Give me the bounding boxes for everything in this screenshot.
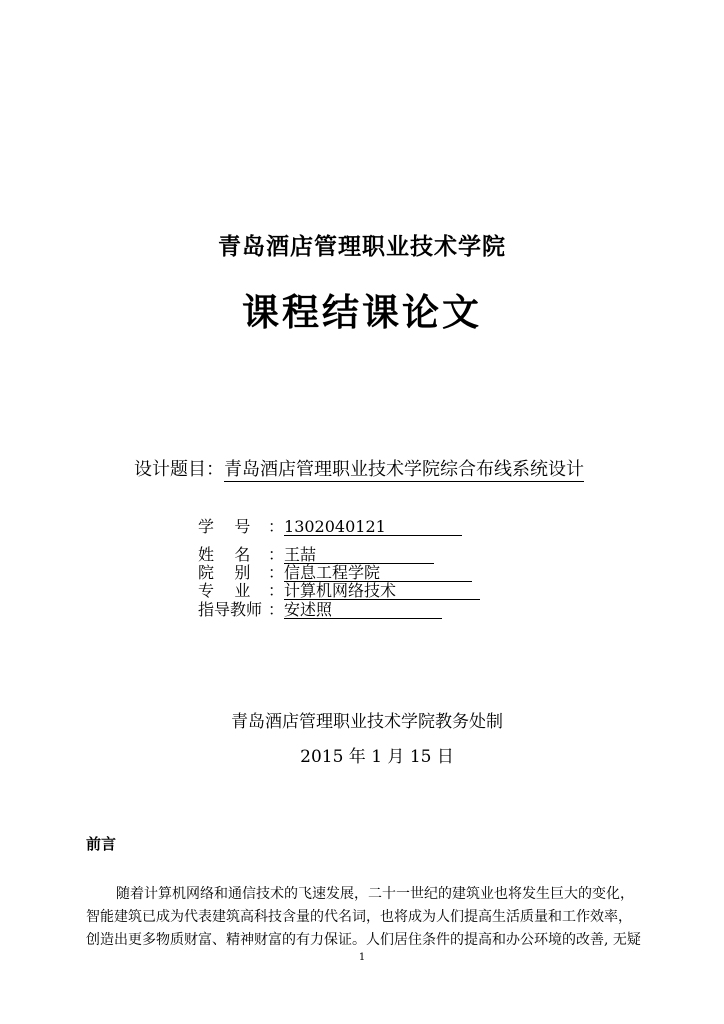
field-student-id bbox=[198, 518, 462, 536]
field-value: 计算机网络技术 bbox=[284, 582, 480, 600]
field-department bbox=[198, 564, 472, 582]
field-colon: ： bbox=[268, 600, 285, 619]
issue-date: 2015 年 1 月 15 日 bbox=[300, 747, 454, 767]
field-colon: ： bbox=[268, 581, 285, 600]
design-topic-value: 青岛酒店管理职业技术学院综合布线系统设计 bbox=[224, 459, 584, 480]
field-colon: ： bbox=[268, 545, 285, 564]
field-colon: ： bbox=[268, 563, 285, 582]
field-value: 安述照 bbox=[284, 601, 442, 619]
field-major bbox=[198, 582, 480, 600]
issuing-office: 青岛酒店管理职业技术学院教务处制 bbox=[231, 712, 503, 732]
field-label: 院 别 bbox=[198, 563, 251, 582]
design-topic-label: 设计题目： bbox=[134, 459, 224, 480]
field-value: 1302040121 bbox=[284, 518, 462, 536]
paragraph-line: 智能建筑已成为代表建筑高科技含量的代名词，也将成为人们提高生活质量和工作效率， bbox=[86, 909, 632, 925]
paragraph-line: 创造出更多物质财富、精神财富的有力保证。人们居住条件的提高和办公环境的改善, 无疑 bbox=[86, 932, 641, 948]
field-label: 指导教师 bbox=[198, 600, 263, 619]
paragraph-line: 随着计算机网络和通信技术的飞速发展，二十一世纪的建筑业也将发生巨大的变化， bbox=[116, 886, 634, 902]
field-label: 学 号 bbox=[198, 517, 251, 536]
design-topic bbox=[134, 455, 584, 481]
field-colon: ： bbox=[268, 517, 285, 536]
field-value: 王喆 bbox=[284, 546, 434, 564]
field-value: 信息工程学院 bbox=[284, 564, 472, 582]
preface-heading: 前言 bbox=[86, 835, 117, 853]
page-number: 1 bbox=[358, 952, 366, 963]
field-advisor bbox=[198, 601, 442, 619]
preface-paragraph bbox=[86, 883, 660, 952]
field-label: 姓 名 bbox=[198, 545, 251, 564]
field-name bbox=[198, 546, 434, 564]
school-name: 青岛酒店管理职业技术学院 bbox=[218, 234, 506, 260]
field-label: 专 业 bbox=[198, 581, 251, 600]
document-title: 课程结课论文 bbox=[242, 291, 482, 334]
